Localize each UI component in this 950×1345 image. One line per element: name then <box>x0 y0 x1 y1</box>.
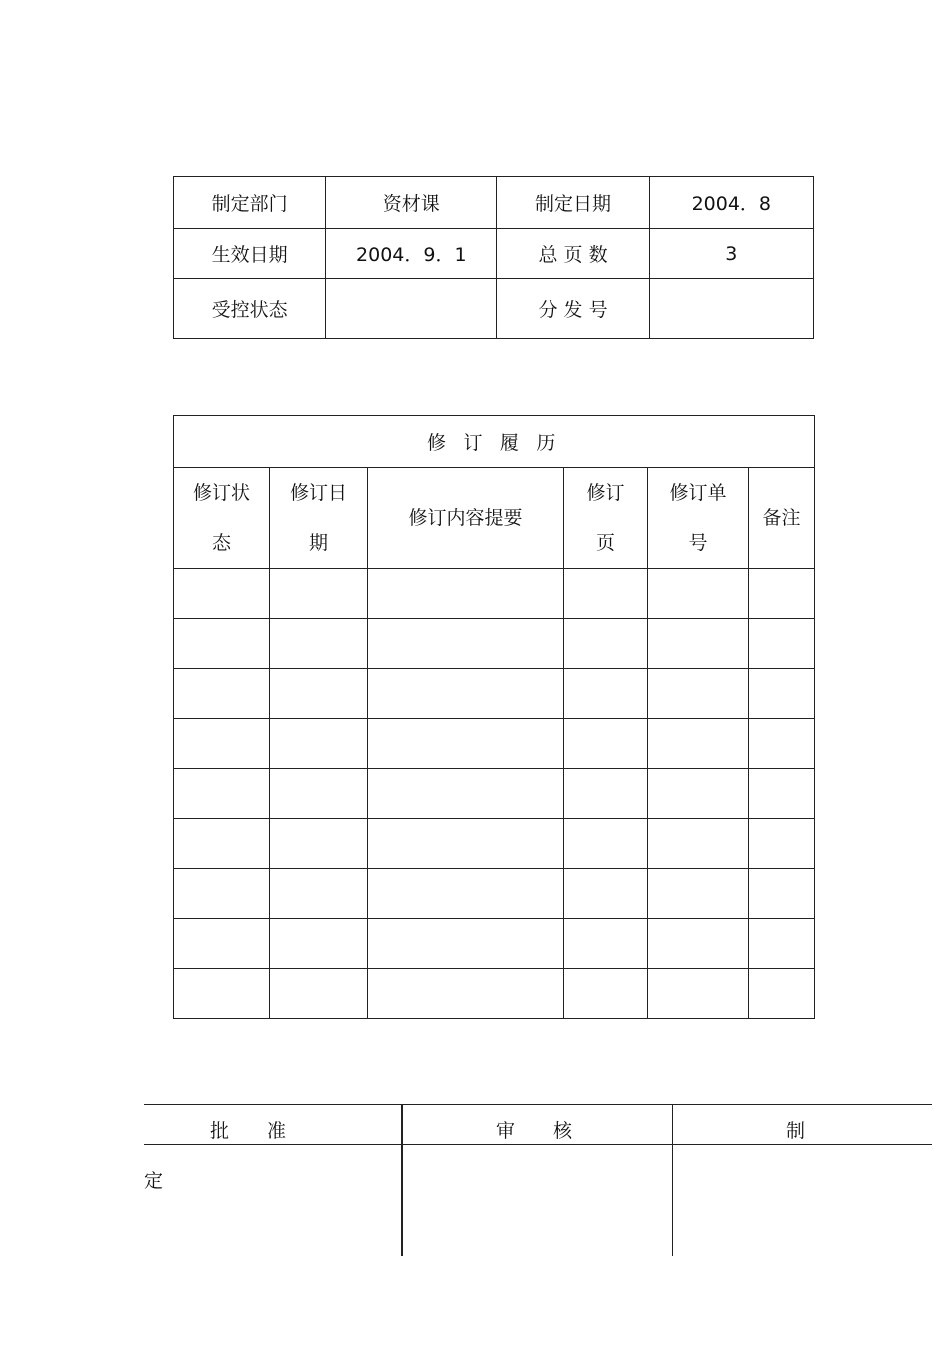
revision-cell <box>749 619 815 669</box>
revision-row <box>174 769 815 819</box>
total-pages-value: 3 <box>649 229 813 279</box>
revision-cell <box>270 869 368 919</box>
revision-header-text: 期 <box>308 532 328 554</box>
revision-cell <box>368 969 564 1019</box>
revision-cell <box>648 769 749 819</box>
revision-cell <box>648 819 749 869</box>
revision-cell <box>174 869 270 919</box>
revision-cell <box>368 719 564 769</box>
effective-date-value: 2004．9．1 <box>326 229 497 279</box>
revision-row <box>174 869 815 919</box>
signature-top-line <box>144 1104 932 1105</box>
revision-row <box>174 819 815 869</box>
revision-cell <box>749 919 815 969</box>
revision-cell <box>749 869 815 919</box>
revision-cell <box>174 669 270 719</box>
revision-row <box>174 969 815 1019</box>
revision-header-text: 修订单 <box>669 482 727 504</box>
signature-col-line-2 <box>672 1104 673 1256</box>
revision-cell <box>564 769 648 819</box>
revision-cell <box>174 719 270 769</box>
revision-cell <box>270 969 368 1019</box>
revision-cell <box>564 919 648 969</box>
revision-cell <box>368 619 564 669</box>
revision-cell <box>564 969 648 1019</box>
distribution-number-value <box>649 279 813 339</box>
revision-cell <box>270 819 368 869</box>
revision-header-text: 修订日 <box>289 482 347 504</box>
effective-date-label: 生效日期 <box>174 229 326 279</box>
revision-cell <box>564 719 648 769</box>
revision-cell <box>648 969 749 1019</box>
revision-cell <box>174 819 270 869</box>
revision-cell <box>270 569 368 619</box>
revision-cell <box>564 819 648 869</box>
revision-cell <box>749 569 815 619</box>
made-date-label: 制定日期 <box>497 177 649 229</box>
revision-cell <box>270 669 368 719</box>
revision-cell <box>368 869 564 919</box>
control-status-value <box>326 279 497 339</box>
revision-header-text: 修订状 <box>192 482 250 504</box>
revision-cell <box>749 769 815 819</box>
revision-header-text: 修订 <box>586 482 625 504</box>
revision-cell <box>564 669 648 719</box>
signature-divider-line <box>144 1144 932 1145</box>
revision-header-4 <box>648 468 749 569</box>
made-date-value: 2004．8 <box>649 177 813 229</box>
control-status-label: 受控状态 <box>174 279 326 339</box>
revision-row <box>174 619 815 669</box>
distribution-number-label: 分 发 号 <box>497 279 649 339</box>
revision-header-0 <box>174 468 270 569</box>
revision-row <box>174 919 815 969</box>
revision-cell <box>648 569 749 619</box>
revision-cell <box>749 719 815 769</box>
revision-cell <box>648 919 749 969</box>
revision-header-text: 号 <box>688 532 708 554</box>
review-label: 审 核 <box>496 1120 573 1142</box>
revision-cell <box>749 669 815 719</box>
approve-label: 批 准 <box>210 1120 287 1142</box>
make-label: 制 <box>786 1120 806 1142</box>
revision-row <box>174 569 815 619</box>
dept-value: 资材课 <box>326 177 497 229</box>
make-label-wrap: 定 <box>144 1170 164 1192</box>
revision-header-text: 态 <box>211 532 231 554</box>
revision-header-text: 备注 <box>762 507 801 529</box>
revision-cell <box>564 619 648 669</box>
revision-cell <box>174 769 270 819</box>
revision-cell <box>270 619 368 669</box>
signature-area <box>144 1104 932 1256</box>
revision-cell <box>648 619 749 669</box>
revision-cell <box>270 919 368 969</box>
revision-cell <box>749 819 815 869</box>
revision-header-2 <box>368 468 564 569</box>
total-pages-label: 总 页 数 <box>497 229 649 279</box>
revision-cell <box>564 569 648 619</box>
signature-col-line-1 <box>401 1104 403 1256</box>
dept-label: 制定部门 <box>174 177 326 229</box>
revision-cell <box>270 719 368 769</box>
revision-header-3 <box>564 468 648 569</box>
revision-cell <box>174 919 270 969</box>
revision-cell <box>174 619 270 669</box>
revision-header-1 <box>270 468 368 569</box>
revision-cell <box>749 969 815 1019</box>
revision-cell <box>648 669 749 719</box>
revision-header-text: 修订内容提要 <box>408 507 523 529</box>
revision-history-title: 修 订 履 历 <box>174 416 815 468</box>
revision-header-text: 页 <box>595 532 615 554</box>
revision-row <box>174 719 815 769</box>
revision-cell <box>648 719 749 769</box>
revision-cell <box>368 819 564 869</box>
revision-cell <box>368 569 564 619</box>
document-info-table <box>173 176 814 339</box>
revision-cell <box>270 769 368 819</box>
revision-cell <box>368 919 564 969</box>
revision-cell <box>648 869 749 919</box>
revision-cell <box>368 769 564 819</box>
revision-header-5 <box>749 468 815 569</box>
revision-cell <box>174 969 270 1019</box>
revision-cell <box>368 669 564 719</box>
revision-cell <box>174 569 270 619</box>
revision-row <box>174 669 815 719</box>
revision-history-table <box>173 415 815 1019</box>
revision-cell <box>564 869 648 919</box>
